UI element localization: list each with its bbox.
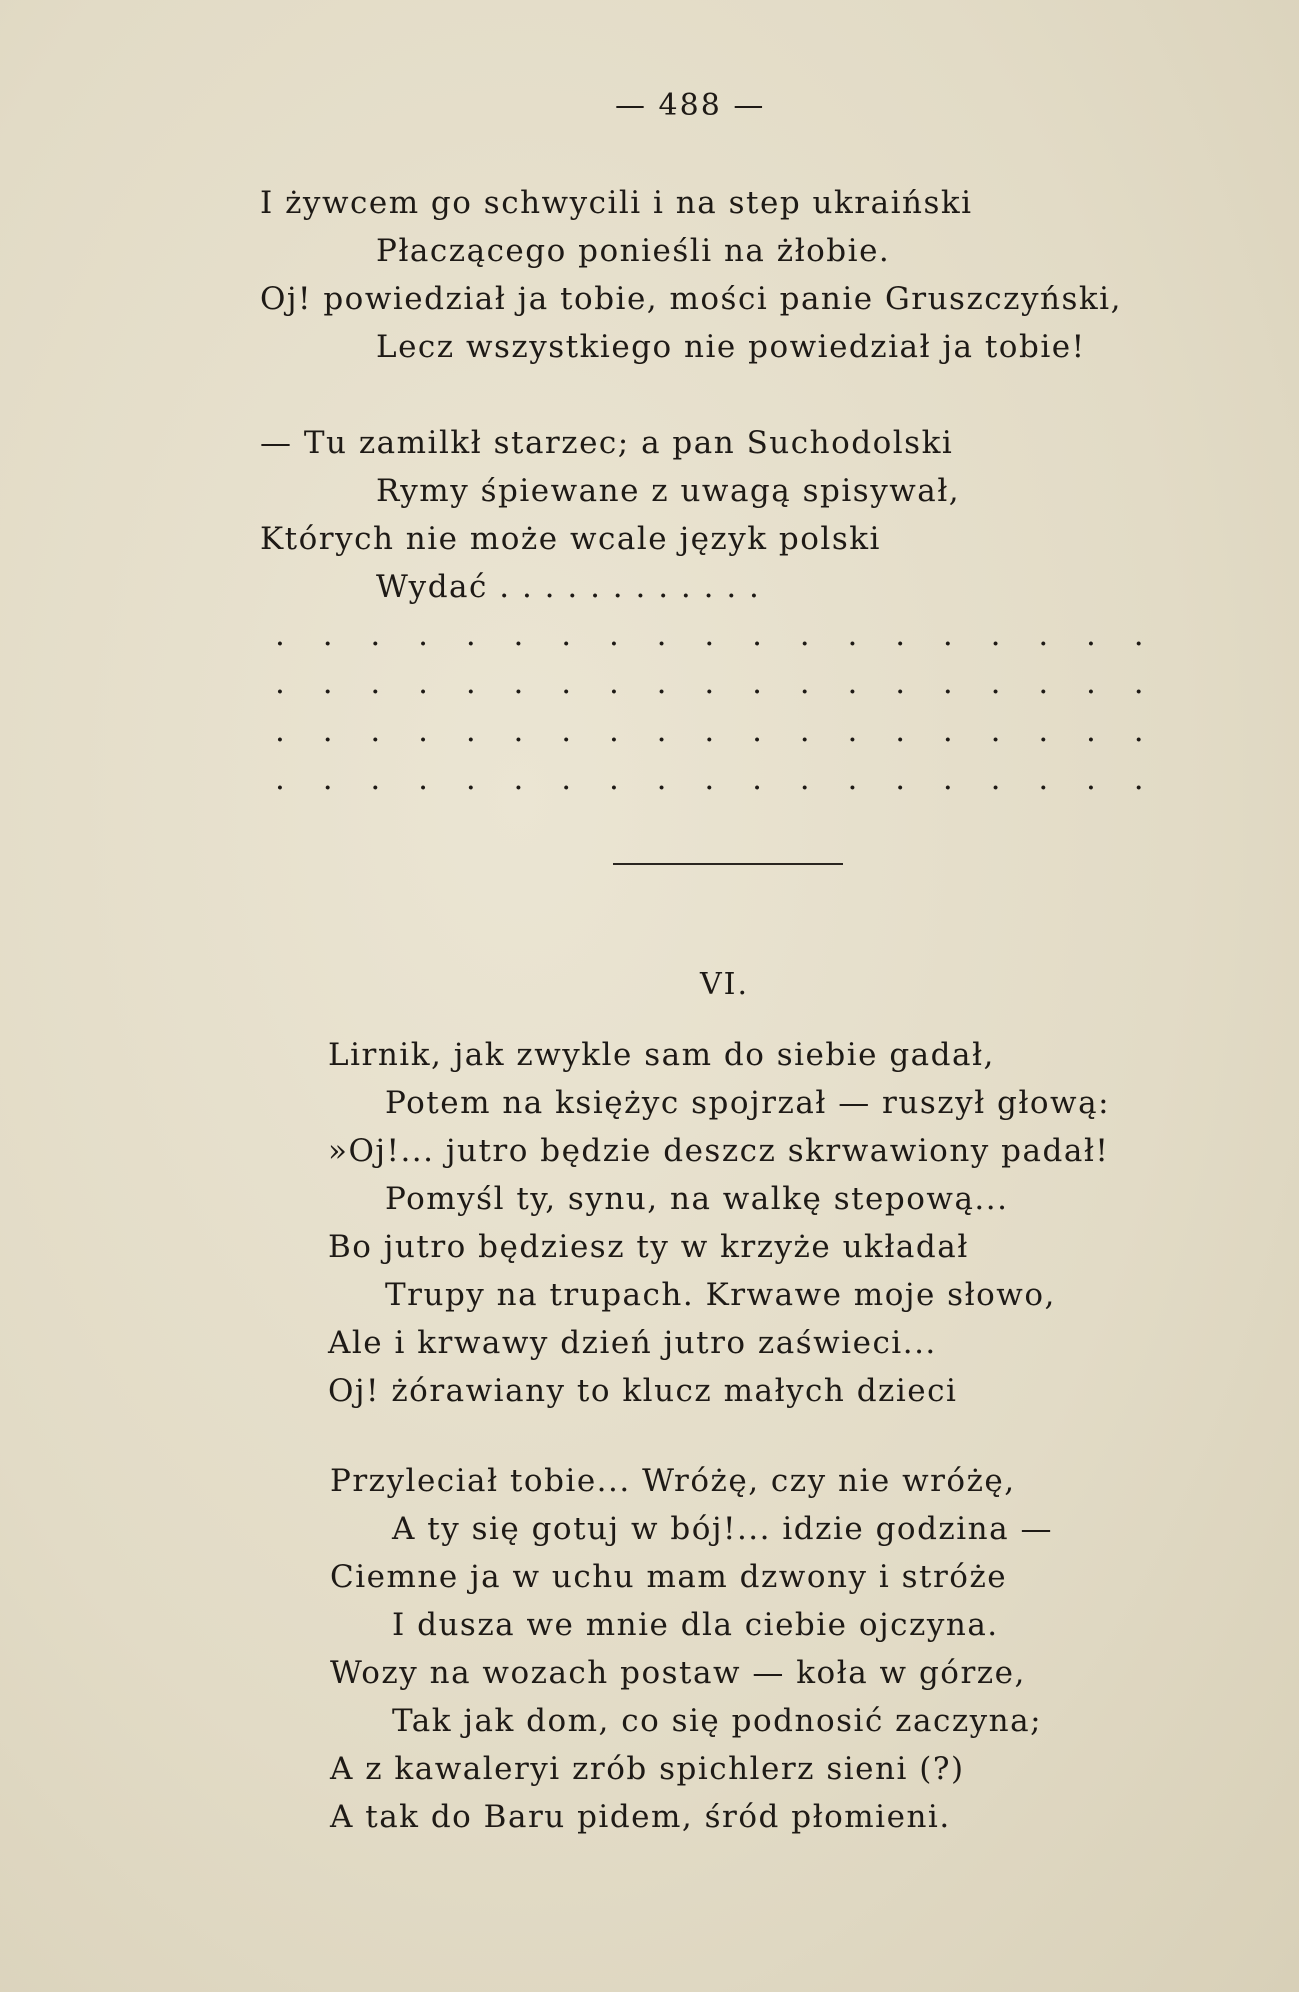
poem-line: A ty się gotuj w bój!... idzie godzina — [392,1511,1053,1547]
ellipsis-row: . . . . . . . . . . . . . . . . . . . [275,665,1158,701]
poem-line: Wydać . . . . . . . . . . . . [376,569,761,605]
poem-line: Wozy na wozach postaw — koła w górze, [330,1655,1026,1691]
poem-line: Lecz wszystkiego nie powiedział ja tobie! [376,329,1086,365]
poem-line: Płaczącego ponieśli na żłobie. [376,233,891,269]
poem-line: Ale i krwawy dzień jutro zaświeci... [328,1325,937,1361]
poem-line: A tak do Baru pidem, śród płomieni. [330,1799,951,1835]
poem-line: Rymy śpiewane z uwagą spisywał, [376,473,961,509]
section-divider [613,863,843,865]
ellipsis-row: . . . . . . . . . . . . . . . . . . . [275,617,1158,653]
ellipsis-row: . . . . . . . . . . . . . . . . . . . [275,713,1158,749]
page-number: — 488 — [615,88,766,123]
poem-line: Przyleciał tobie... Wróżę, czy nie wróżę, [330,1463,1016,1499]
section-title: VI. [700,967,750,1002]
poem-line: Tak jak dom, co się podnosić zaczyna; [392,1703,1043,1739]
poem-line: — Tu zamilkł starzec; a pan Suchodolski [260,425,954,461]
poem-line: Ciemne ja w uchu mam dzwony i stróże [330,1559,1008,1595]
poem-line: Lirnik, jak zwykle sam do siebie gadał, [328,1037,995,1073]
poem-line: Pomyśl ty, synu, na walkę stepową... [385,1181,1009,1217]
poem-line: Bo jutro będziesz ty w krzyże układał [328,1229,969,1265]
poem-line: Oj! żórawiany to klucz małych dzieci [328,1373,958,1409]
poem-line: I żywcem go schwycili i na step ukraiński [260,185,973,221]
poem-line: I dusza we mnie dla ciebie ojczyna. [392,1607,999,1643]
poem-line: Których nie może wcale język polski [260,521,881,557]
poem-line: Oj! powiedział ja tobie, mości panie Gruszczyński, [260,281,1122,317]
ellipsis-row: . . . . . . . . . . . . . . . . . . . [275,761,1158,797]
poem-line: A z kawaleryi zrób spichlerz sieni (?) [330,1751,965,1787]
poem-line: »Oj!... jutro będzie deszcz skrwawiony padał! [328,1133,1110,1169]
poem-line: Potem na księżyc spojrzał — ruszył głową: [385,1085,1111,1121]
poem-line: Trupy na trupach. Krwawe moje słowo, [385,1277,1056,1313]
